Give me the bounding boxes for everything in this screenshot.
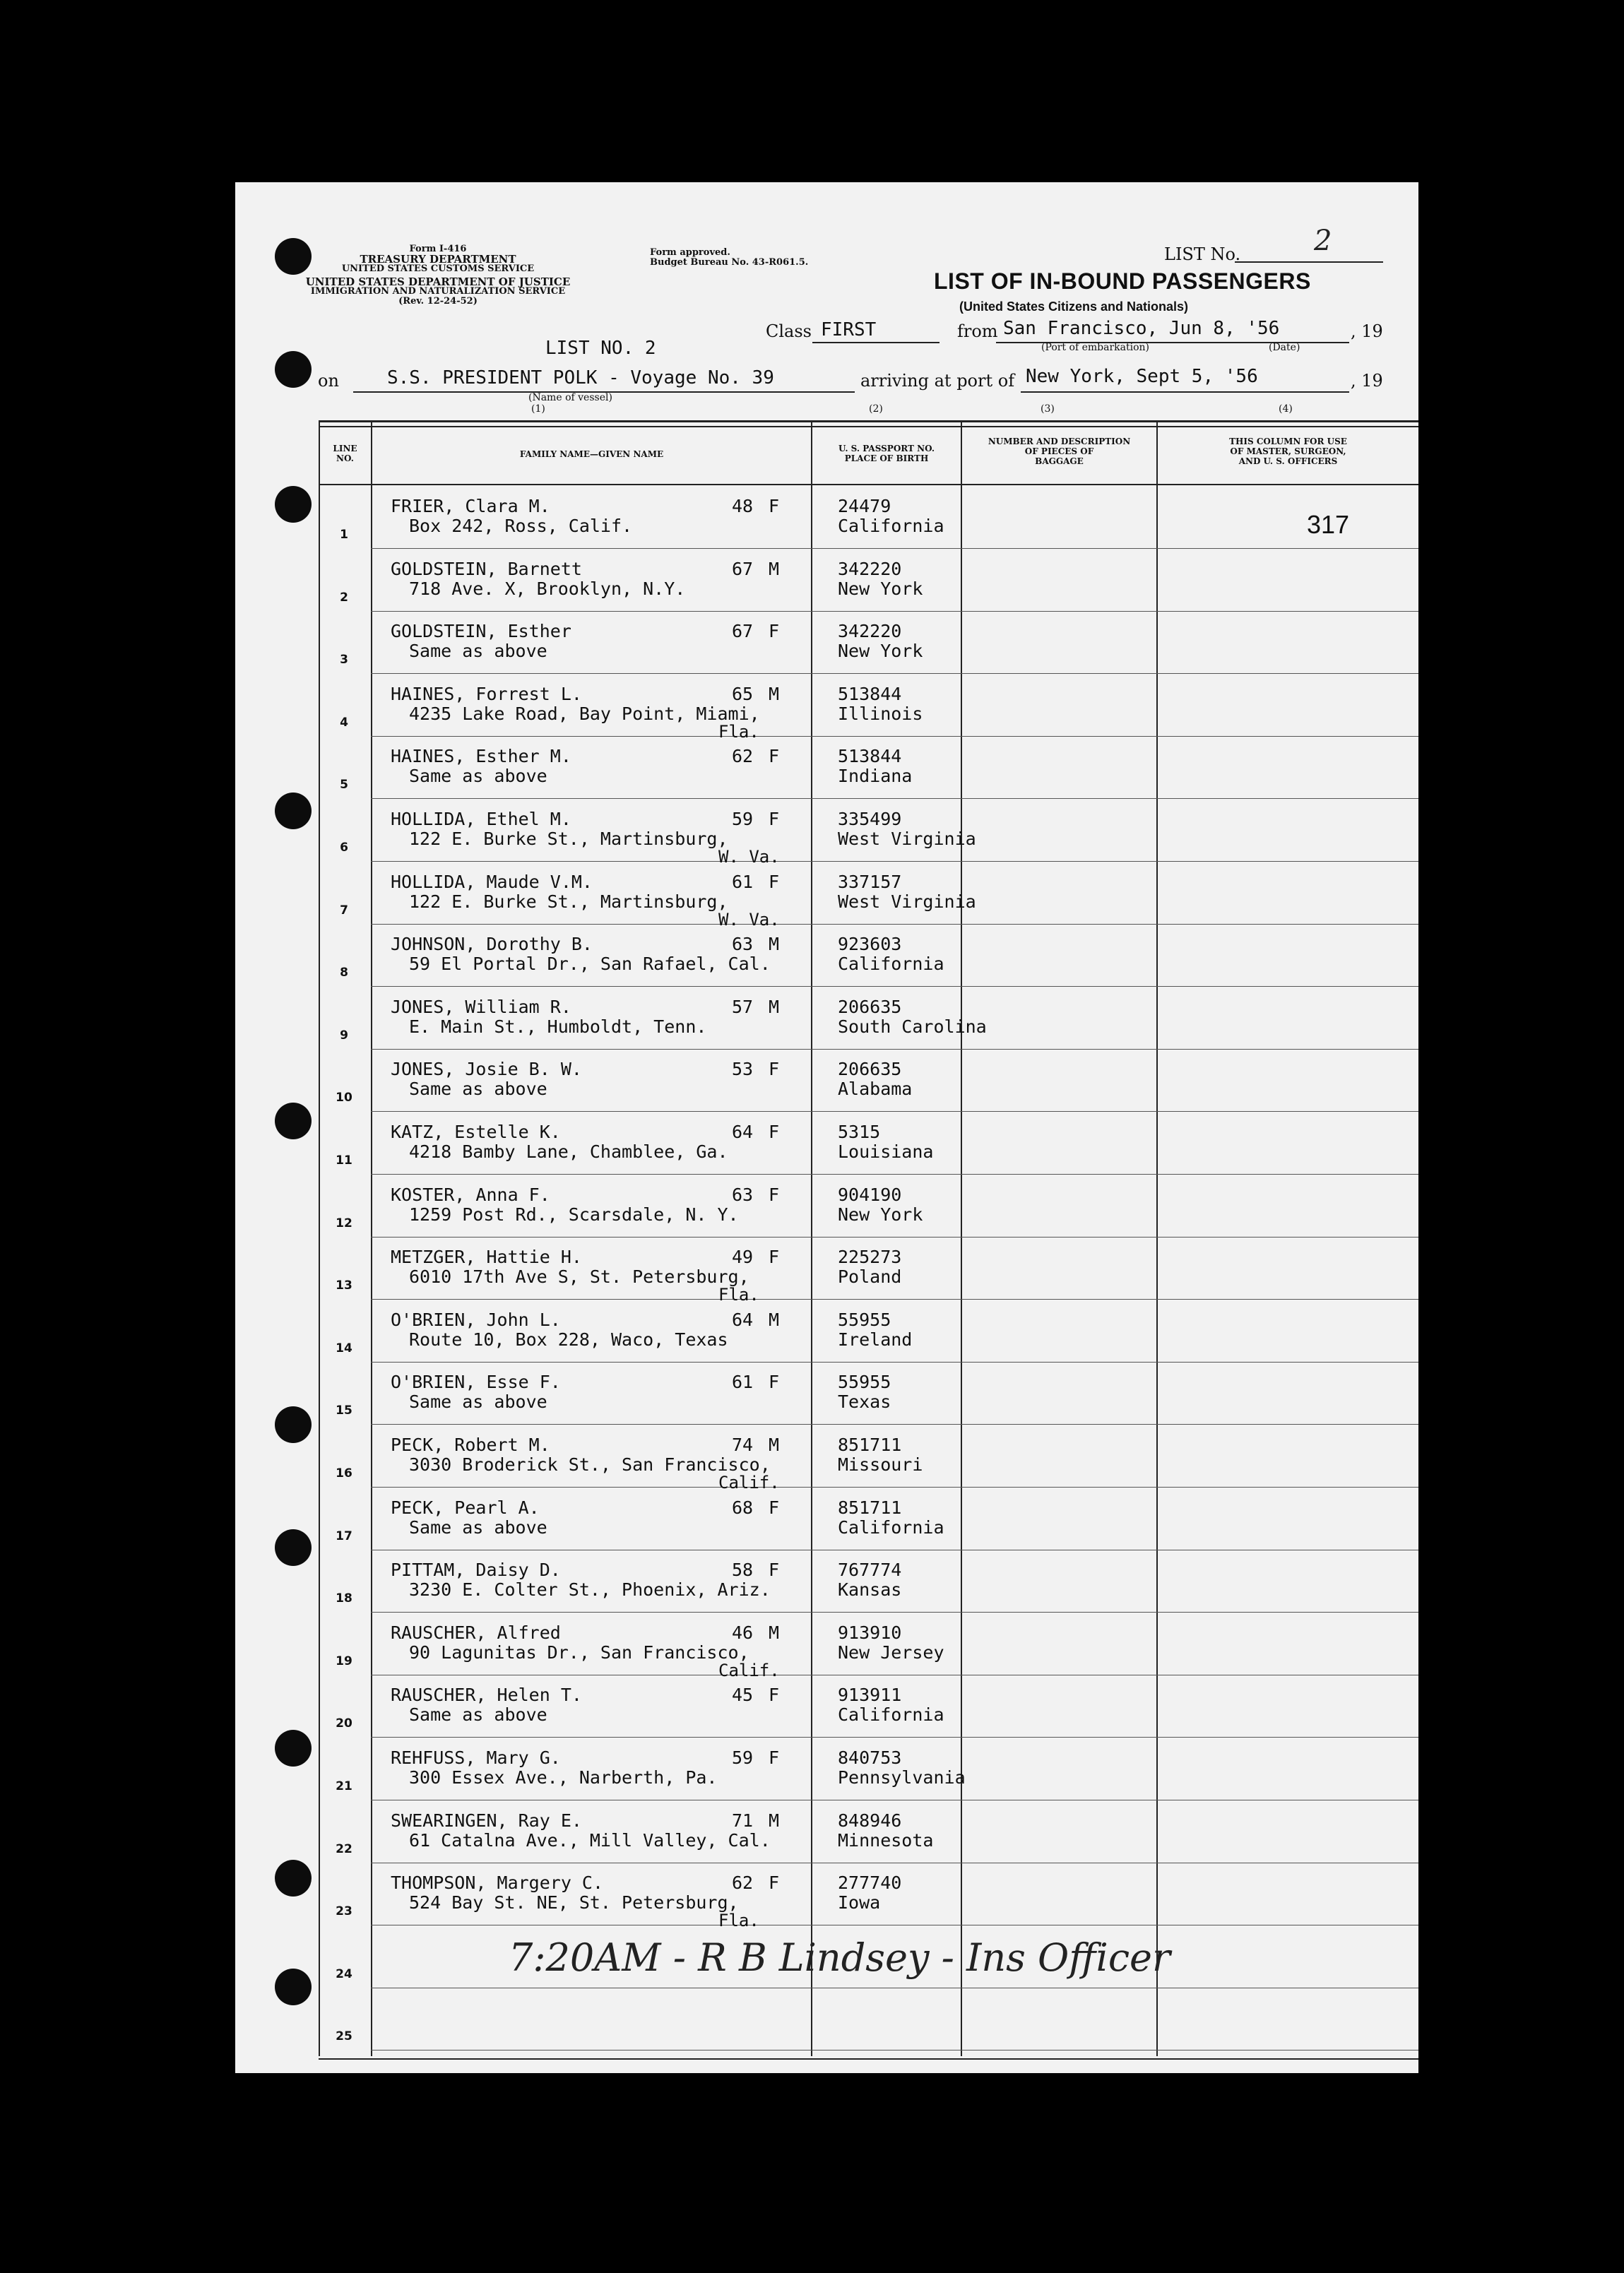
place-of-birth: Ireland (838, 1329, 913, 1350)
passenger-sex: F (769, 1497, 780, 1518)
address-continued: Calif. (718, 1473, 780, 1492)
place-of-birth: Alabama (838, 1079, 913, 1099)
col-number-2: (2) (869, 403, 883, 415)
passenger-age: 68 (732, 1497, 754, 1518)
passenger-age: 59 (732, 1747, 754, 1768)
passenger-address: 90 Lagunitas Dr., San Francisco, (409, 1642, 749, 1663)
punch-hole (275, 1730, 312, 1767)
punch-hole (275, 1103, 312, 1139)
passenger-age: 74 (732, 1435, 754, 1455)
col-number-4: (4) (1279, 403, 1293, 415)
line-number: 3 (340, 653, 348, 667)
passenger-sex: F (769, 1873, 780, 1893)
passenger-address: 300 Essex Ave., Narberth, Pa. (409, 1767, 718, 1788)
table-row (319, 549, 1418, 612)
passenger-address: 524 Bay St. NE, St. Petersburg, (409, 1892, 739, 1913)
year-suffix-1: , 19 (1351, 321, 1383, 341)
passenger-address: Same as above (409, 1517, 547, 1538)
passport-number: 5315 (838, 1122, 881, 1142)
passenger-address: Same as above (409, 641, 547, 661)
passenger-sex: M (769, 1622, 780, 1643)
line-number: 12 (336, 1216, 352, 1230)
punch-hole (275, 351, 312, 388)
passenger-address: 122 E. Burke St., Martinsburg, (409, 829, 728, 849)
passport-number: 206635 (838, 997, 902, 1017)
passenger-address: Same as above (409, 1704, 547, 1725)
passenger-sex: F (769, 746, 780, 766)
passenger-name: JONES, William R. (391, 997, 571, 1017)
line-number: 9 (340, 1028, 348, 1043)
passenger-name: HOLLIDA, Ethel M. (391, 809, 571, 829)
passenger-sex: M (769, 934, 780, 954)
passenger-age: 63 (732, 1185, 754, 1205)
line-number: 22 (336, 1842, 352, 1856)
table-row (319, 1488, 1418, 1550)
passenger-age: 71 (732, 1810, 754, 1831)
place-of-birth: Kansas (838, 1579, 902, 1600)
table-row (319, 1550, 1418, 1613)
passenger-age: 49 (732, 1247, 754, 1267)
table-row (319, 1800, 1418, 1863)
passenger-sex: M (769, 1810, 780, 1831)
passenger-sex: M (769, 1435, 780, 1455)
passport-number: 851711 (838, 1497, 902, 1518)
place-of-birth: California (838, 1517, 944, 1538)
passenger-sex: M (769, 559, 780, 579)
header-official: THIS COLUMN FOR USE OF MASTER, SURGEON, AND U. S. OFFICERS (1229, 437, 1347, 466)
header-rule (319, 426, 1418, 427)
address-continued: Calif. (718, 1661, 780, 1680)
place-of-birth: California (838, 954, 944, 974)
table-row (319, 1988, 1418, 2051)
passport-number: 923603 (838, 934, 902, 954)
table-row (319, 924, 1418, 987)
passenger-name: O'BRIEN, John L. (391, 1310, 561, 1330)
on-label: on (318, 371, 339, 391)
passenger-age: 58 (732, 1560, 754, 1580)
address-continued: W. Va. (718, 847, 780, 867)
approved-label: Form approved. (650, 247, 730, 258)
address-continued: W. Va. (718, 910, 780, 930)
line-number: 24 (336, 1967, 352, 1981)
line-number: 21 (336, 1779, 352, 1793)
address-continued: Fla. (718, 1911, 759, 1930)
table-row (319, 1613, 1418, 1680)
line-number: 25 (336, 2029, 352, 2043)
line-number: 19 (336, 1654, 352, 1668)
budget-label: Budget Bureau No. 43-R061.5. (650, 257, 809, 268)
passenger-address: 59 El Portal Dr., San Rafael, Cal. (409, 954, 771, 974)
passenger-address: Same as above (409, 1391, 547, 1412)
passport-number: 206635 (838, 1059, 902, 1079)
arriving-label: arriving at port of (860, 371, 1015, 391)
passenger-address: Same as above (409, 1079, 547, 1099)
passport-number: 342220 (838, 621, 902, 641)
passport-number: 840753 (838, 1747, 902, 1768)
passenger-sex: F (769, 1122, 780, 1142)
passenger-age: 63 (732, 934, 754, 954)
place-of-birth: Iowa (838, 1892, 881, 1913)
passenger-name: PECK, Robert M. (391, 1435, 550, 1455)
header-line-no: LINE NO. (333, 444, 357, 463)
header-baggage: NUMBER AND DESCRIPTION OF PIECES OF BAGGAGE (988, 437, 1131, 466)
table-row (319, 486, 1418, 549)
passport-number: 335499 (838, 809, 902, 829)
passenger-address: 61 Catalna Ave., Mill Valley, Cal. (409, 1830, 771, 1851)
place-of-birth: California (838, 516, 944, 536)
table-row (319, 1112, 1418, 1175)
passenger-sex: M (769, 1310, 780, 1330)
place-of-birth: Poland (838, 1266, 902, 1287)
table-row (319, 799, 1418, 867)
address-continued: Fla. (718, 722, 759, 742)
passenger-sex: F (769, 1185, 780, 1205)
punch-hole (275, 486, 312, 523)
list-no-label: LIST No. (1164, 244, 1241, 264)
passenger-address: 4218 Bamby Lane, Chamblee, Ga. (409, 1141, 728, 1162)
passport-number: 513844 (838, 746, 902, 766)
passenger-age: 67 (732, 559, 754, 579)
passenger-sex: F (769, 1685, 780, 1705)
line-number: 18 (336, 1591, 352, 1606)
address-continued: Fla. (718, 1285, 759, 1305)
passenger-name: HAINES, Forrest L. (391, 684, 582, 704)
place-of-birth: New York (838, 578, 923, 599)
passenger-sex: F (769, 621, 780, 641)
place-of-birth: West Virginia (838, 829, 976, 849)
port-caption: (Port of embarkation) (1041, 342, 1149, 353)
passenger-name: O'BRIEN, Esse F. (391, 1372, 561, 1392)
place-of-birth: Illinois (838, 704, 923, 724)
passenger-sex: F (769, 1059, 780, 1079)
passport-number: 55955 (838, 1310, 891, 1330)
handwritten-note: 7:20AM - R B Lindsey - Ins Officer (509, 1935, 1170, 1980)
passport-number: 904190 (838, 1185, 902, 1205)
passenger-name: RAUSCHER, Helen T. (391, 1685, 582, 1705)
passenger-age: 64 (732, 1122, 754, 1142)
place-of-birth: New York (838, 1204, 923, 1225)
passenger-age: 46 (732, 1622, 754, 1643)
table-row (319, 1175, 1418, 1238)
class-value: FIRST (821, 319, 877, 340)
passenger-address: 3030 Broderick St., San Francisco, (409, 1454, 771, 1475)
passenger-name: FRIER, Clara M. (391, 496, 550, 516)
passport-number: 342220 (838, 559, 902, 579)
passenger-age: 62 (732, 1873, 754, 1893)
line-number: 7 (340, 903, 348, 918)
table-row (319, 1049, 1418, 1112)
table-row (319, 1863, 1418, 1930)
place-of-birth: New York (838, 641, 923, 661)
passenger-sex: F (769, 1372, 780, 1392)
form-number: Form I-416 (409, 244, 467, 254)
passenger-address: E. Main St., Humboldt, Tenn. (409, 1016, 707, 1037)
revision-label: (Rev. 12-24-52) (398, 296, 478, 307)
passenger-name: RAUSCHER, Alfred (391, 1622, 561, 1643)
treasury-label: TREASURY DEPARTMENT (360, 253, 516, 266)
place-of-birth: Missouri (838, 1454, 923, 1475)
passenger-name: THOMPSON, Margery C. (391, 1873, 604, 1893)
line-number: 20 (336, 1716, 352, 1731)
passenger-address: 3230 E. Colter St., Phoenix, Ariz. (409, 1579, 771, 1600)
passenger-sex: F (769, 809, 780, 829)
passenger-age: 62 (732, 746, 754, 766)
line-number: 16 (336, 1466, 352, 1480)
list-no-typed: LIST NO. 2 (545, 338, 656, 359)
table-row (319, 611, 1418, 674)
col-number-1: (1) (531, 403, 545, 415)
place-of-birth: West Virginia (838, 891, 976, 912)
place-of-birth: South Carolina (838, 1016, 987, 1037)
table-row (319, 1300, 1418, 1363)
passenger-name: REHFUSS, Mary G. (391, 1747, 561, 1768)
passenger-address: 1259 Post Rd., Scarsdale, N. Y. (409, 1204, 739, 1225)
passenger-sex: M (769, 997, 780, 1017)
passenger-age: 67 (732, 621, 754, 641)
passenger-age: 61 (732, 1372, 754, 1392)
line-number: 14 (336, 1341, 352, 1355)
passport-number: 337157 (838, 872, 902, 892)
date-caption: (Date) (1269, 342, 1300, 353)
punch-hole (275, 793, 312, 829)
passenger-address: 4235 Lake Road, Bay Point, Miami, (409, 704, 760, 724)
table-row (319, 1362, 1418, 1425)
passenger-sex: M (769, 684, 780, 704)
col-number-3: (3) (1041, 403, 1055, 415)
line-number: 8 (340, 966, 348, 980)
passenger-name: JONES, Josie B. W. (391, 1059, 582, 1079)
line-number: 2 (340, 590, 348, 605)
passenger-age: 57 (732, 997, 754, 1017)
passenger-sex: F (769, 1247, 780, 1267)
passport-number: 24479 (838, 496, 891, 516)
passenger-address: 122 E. Burke St., Martinsburg, (409, 891, 728, 912)
place-of-birth: Minnesota (838, 1830, 934, 1851)
passenger-age: 64 (732, 1310, 754, 1330)
class-label: Class (766, 321, 812, 341)
table-row (319, 1425, 1418, 1492)
justice-label: UNITED STATES DEPARTMENT OF JUSTICE (305, 275, 571, 288)
passenger-age: 53 (732, 1059, 754, 1079)
passenger-sex: F (769, 1560, 780, 1580)
approval-block (650, 248, 848, 268)
passenger-name: PECK, Pearl A. (391, 1497, 540, 1518)
customs-label: UNITED STATES CUSTOMS SERVICE (341, 263, 535, 274)
passenger-name: JOHNSON, Dorothy B. (391, 934, 593, 954)
class-underline (812, 342, 940, 343)
passenger-name: SWEARINGEN, Ray E. (391, 1810, 582, 1831)
passenger-sex: F (769, 496, 780, 516)
passenger-age: 59 (732, 809, 754, 829)
line-number: 4 (340, 716, 348, 730)
line-number: 5 (340, 778, 348, 792)
line-number: 11 (336, 1153, 352, 1168)
passenger-name: HOLLIDA, Maude V.M. (391, 872, 593, 892)
form-agency-block (304, 244, 572, 307)
vessel-caption: (Name of vessel) (528, 392, 612, 403)
passenger-name: GOLDSTEIN, Esther (391, 621, 571, 641)
list-no-value: 2 (1314, 225, 1332, 257)
place-of-birth: Indiana (838, 766, 913, 786)
passenger-address: 6010 17th Ave S, St. Petersburg, (409, 1266, 749, 1287)
punch-hole (275, 1529, 312, 1566)
vessel-value: S.S. PRESIDENT POLK - Voyage No. 39 (387, 367, 774, 388)
place-of-birth: California (838, 1704, 944, 1725)
line-number: 10 (336, 1091, 352, 1105)
passport-number: 277740 (838, 1873, 902, 1893)
passenger-age: 61 (732, 872, 754, 892)
punch-hole (275, 1860, 312, 1897)
passport-number: 513844 (838, 684, 902, 704)
passport-number: 767774 (838, 1560, 902, 1580)
place-of-birth: Pennsylvania (838, 1767, 966, 1788)
punch-hole (275, 1969, 312, 2005)
line-number: 13 (336, 1278, 352, 1293)
table-row (319, 987, 1418, 1050)
year-suffix-2: , 19 (1351, 371, 1383, 391)
passenger-name: KOSTER, Anna F. (391, 1185, 550, 1205)
place-of-birth: Louisiana (838, 1141, 934, 1162)
arrival-underline (1021, 391, 1349, 393)
table-row (319, 736, 1418, 799)
passenger-name: GOLDSTEIN, Barnett (391, 559, 582, 579)
passenger-name: METZGER, Hattie H. (391, 1247, 582, 1267)
passport-number: 848946 (838, 1810, 902, 1831)
arrival-value: New York, Sept 5, '56 (1026, 366, 1258, 387)
row-rule (371, 2050, 1418, 2051)
table-row (319, 1738, 1418, 1800)
table-row (319, 1237, 1418, 1305)
passenger-name: PITTAM, Daisy D. (391, 1560, 561, 1580)
table-row (319, 1675, 1418, 1738)
passenger-sex: F (769, 872, 780, 892)
passenger-address: Box 242, Ross, Calif. (409, 516, 633, 536)
immigration-label: IMMIGRATION AND NATURALIZATION SERVICE (310, 286, 566, 297)
place-of-birth: Texas (838, 1391, 891, 1412)
passenger-name: HAINES, Esther M. (391, 746, 571, 766)
from-value: San Francisco, Jun 8, '56 (1003, 318, 1280, 339)
punch-hole (275, 1406, 312, 1443)
passenger-age: 48 (732, 496, 754, 516)
official-note: 317 (1307, 510, 1350, 539)
passenger-sex: F (769, 1747, 780, 1768)
list-no-underline (1235, 261, 1383, 263)
passport-number: 225273 (838, 1247, 902, 1267)
passenger-age: 65 (732, 684, 754, 704)
header-name: FAMILY NAME—GIVEN NAME (519, 449, 664, 459)
passenger-address: 718 Ave. X, Brooklyn, N.Y. (409, 578, 686, 599)
passport-number: 55955 (838, 1372, 891, 1392)
passport-number: 851711 (838, 1435, 902, 1455)
table-row (319, 674, 1418, 742)
passenger-name: KATZ, Estelle K. (391, 1122, 561, 1142)
passenger-address: Route 10, Box 228, Waco, Texas (409, 1329, 728, 1350)
passport-number: 913911 (838, 1685, 902, 1705)
form-title: LIST OF IN-BOUND PASSENGERS (934, 268, 1311, 294)
passport-number: 913910 (838, 1622, 902, 1643)
passenger-age: 45 (732, 1685, 754, 1705)
passenger-address: Same as above (409, 766, 547, 786)
line-number: 23 (336, 1904, 352, 1918)
form-subtitle: (United States Citizens and Nationals) (959, 299, 1189, 314)
header-bottom-rule (319, 484, 1418, 485)
table-row (319, 862, 1418, 930)
header-passport: U. S. PASSPORT NO. PLACE OF BIRTH (838, 444, 935, 463)
line-number: 15 (336, 1403, 352, 1418)
line-number: 17 (336, 1529, 352, 1543)
line-number: 1 (340, 528, 348, 542)
line-number: 6 (340, 841, 348, 855)
from-label: from (957, 321, 998, 341)
place-of-birth: New Jersey (838, 1642, 944, 1663)
